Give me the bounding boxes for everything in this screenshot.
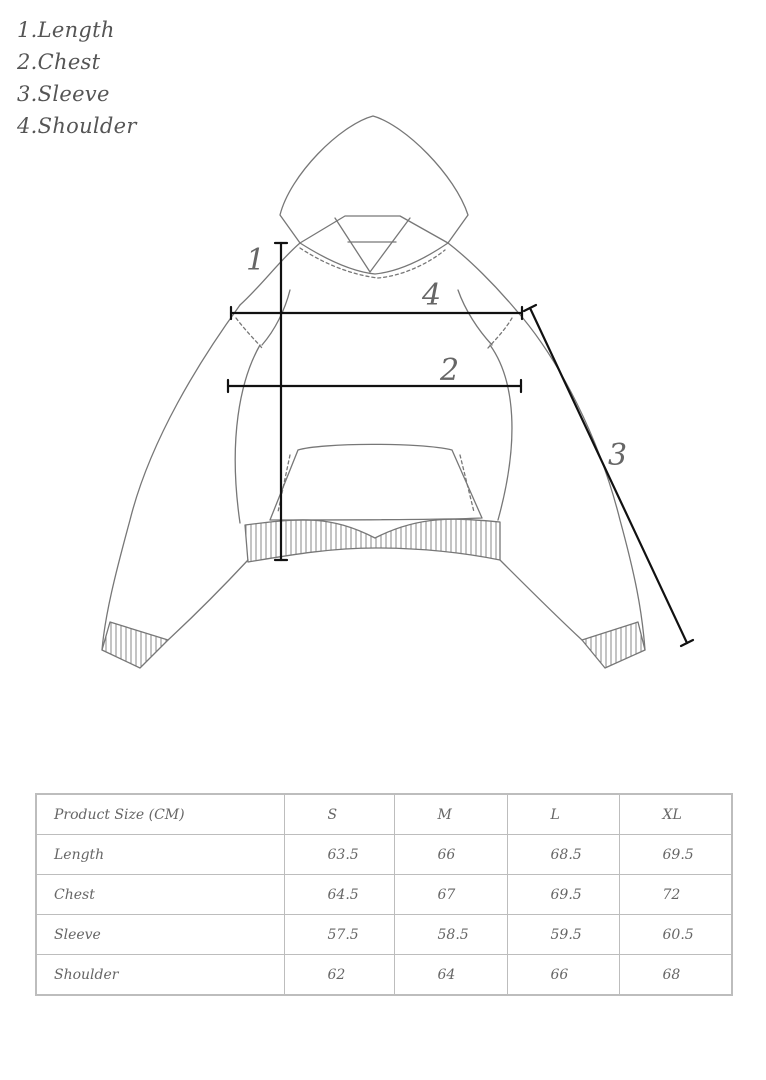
table-cell: 67 (394, 875, 507, 915)
header-cell: XL (619, 794, 732, 835)
header-cell: M (394, 794, 507, 835)
table-cell: 64 (394, 955, 507, 996)
table-cell: 64.5 (284, 875, 394, 915)
table-cell: 63.5 (284, 835, 394, 875)
header-cell: S (284, 794, 394, 835)
header-cell: Product Size (CM) (36, 794, 284, 835)
table-cell: 60.5 (619, 915, 732, 955)
right-shoulder (448, 243, 516, 310)
table-cell: 58.5 (394, 915, 507, 955)
table-row (36, 915, 732, 955)
row-label: Sleeve (36, 915, 284, 955)
table-row (36, 875, 732, 915)
legend-item-chest: 2.Chest (17, 50, 101, 74)
hood-outline (280, 116, 468, 243)
table-header-row (36, 794, 732, 835)
hood-opening (300, 243, 448, 274)
table-cell: 68.5 (507, 835, 619, 875)
chest-marker: 2 (440, 353, 460, 388)
row-label: Shoulder (36, 955, 284, 996)
sleeve-line (530, 308, 687, 643)
kangaroo-pocket (270, 444, 482, 520)
table-cell: 69.5 (507, 875, 619, 915)
waistband (245, 519, 500, 562)
body-right-side (490, 345, 512, 520)
legend-item-length: 1.Length (17, 18, 115, 42)
table-cell: 68 (619, 955, 732, 996)
table-cell: 72 (619, 875, 732, 915)
right-sleeve (516, 310, 645, 650)
body-left-side (235, 345, 260, 523)
table-row (36, 835, 732, 875)
table-cell: 66 (394, 835, 507, 875)
table-cell: 57.5 (284, 915, 394, 955)
row-label: Length (36, 835, 284, 875)
table-cell: 66 (507, 955, 619, 996)
size-chart-table (35, 793, 733, 996)
header-cell: L (507, 794, 619, 835)
left-sleeve (102, 305, 240, 650)
legend-item-sleeve: 3.Sleeve (17, 82, 110, 106)
length-marker: 1 (246, 243, 266, 278)
shoulder-marker: 4 (422, 278, 442, 313)
row-label: Chest (36, 875, 284, 915)
table-cell: 59.5 (507, 915, 619, 955)
table-cell: 62 (284, 955, 394, 996)
sleeve-marker: 3 (608, 438, 628, 473)
table-cell: 69.5 (619, 835, 732, 875)
legend-item-shoulder: 4.Shoulder (17, 114, 137, 138)
table-row (36, 955, 732, 996)
